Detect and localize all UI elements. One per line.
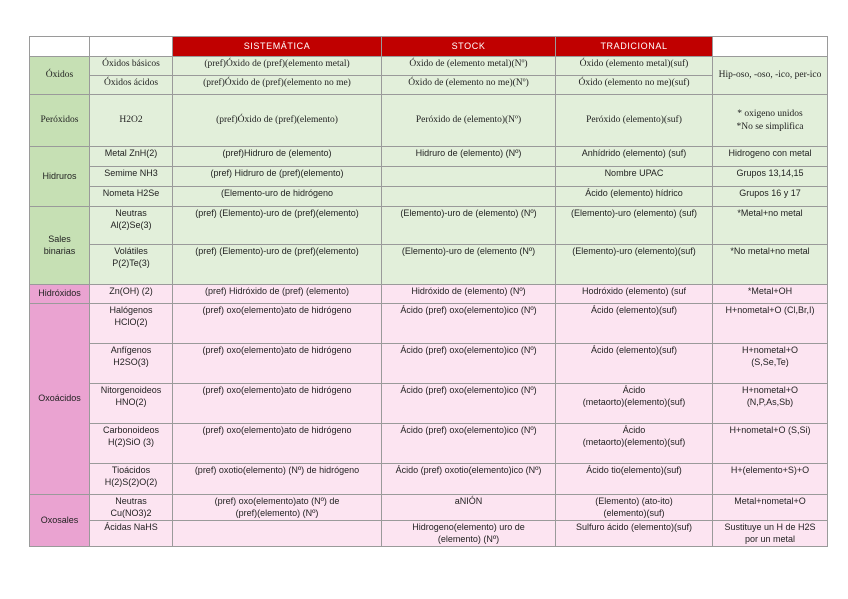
note-line: Sustituye un H de H2S: [724, 522, 816, 533]
type-cell: Metal ZnH(2): [90, 147, 173, 167]
stock-cell: Ácido (pref) oxo(elemento)ico (Nº): [382, 304, 556, 344]
sistematica-cell: (pref)Óxido de (pref)(elemento no me): [173, 76, 382, 95]
type-line: Nitorgenoideos: [100, 385, 162, 395]
note-cell: [713, 521, 828, 547]
sistematica-cell: (Elemento-uro de hidrógeno: [173, 187, 382, 207]
tradicional-line: (elemento)(suf): [603, 507, 665, 518]
type-cell: [90, 384, 173, 424]
category-peroxidos: Peróxidos: [30, 95, 90, 147]
table-row: [30, 147, 828, 167]
table-row: [30, 304, 828, 344]
type-cell: [90, 424, 173, 464]
note-cell: Grupos 13,14,15: [713, 167, 828, 187]
stock-line: Hidrogeno(elemento) uro de: [412, 522, 525, 533]
tradicional-cell: Óxido (elemento metal)(suf): [556, 57, 713, 76]
sistematica-cell: (pref) (Elemento)-uro de (pref)(elemento): [173, 245, 382, 285]
table-row: [30, 424, 828, 464]
sistematica-line: (pref)(elemento) (Nº): [235, 507, 319, 518]
table-row: [30, 495, 828, 521]
stock-cell: (Elemento)-uro de (elemento) (Nº): [382, 207, 556, 245]
tradicional-cell: Sulfuro ácido (elemento)(suf): [556, 521, 713, 547]
type-line: HClO(2): [114, 316, 148, 327]
tradicional-cell: [556, 495, 713, 521]
sistematica-cell: (pref)Hidruro de (elemento): [173, 147, 382, 167]
header-tradicional: TRADICIONAL: [556, 37, 713, 57]
stock-cell: (Elemento)-uro de (elemento (Nº): [382, 245, 556, 285]
header-empty: [90, 37, 173, 57]
note-cell: [713, 384, 828, 424]
tradicional-cell: Peróxido (elemento)(suf): [556, 95, 713, 147]
tradicional-cell: (Elemento)-uro (elemento) (suf): [556, 207, 713, 245]
tradicional-cell: Nombre UPAC: [556, 167, 713, 187]
type-cell: H2O2: [90, 95, 173, 147]
type-cell: [90, 245, 173, 285]
note-cell: H+nometal+O (Cl,Br,I): [713, 304, 828, 344]
type-cell: Óxidos ácidos: [90, 76, 173, 95]
tradicional-cell: Anhídrido (elemento) (suf): [556, 147, 713, 167]
note-cell: *No metal+no metal: [713, 245, 828, 285]
stock-cell: aNIÓN: [382, 495, 556, 521]
type-line: Anfígenos: [110, 345, 152, 355]
sistematica-cell: (pref) oxotio(elemento) (Nº) de hidrógeno: [173, 464, 382, 495]
table-row: [30, 521, 828, 547]
tradicional-cell: Ácido (elemento)(suf): [556, 344, 713, 384]
stock-cell: Ácido (pref) oxo(elemento)ico (Nº): [382, 344, 556, 384]
stock-cell: Ácido (pref) oxo(elemento)ico (Nº): [382, 424, 556, 464]
type-line: Neutras: [115, 496, 147, 506]
note-line: * oxigeno unidos: [737, 109, 803, 120]
table-row: [30, 76, 828, 95]
tradicional-cell: Ácido (elemento)(suf): [556, 304, 713, 344]
header-empty: [30, 37, 90, 57]
stock-cell: Hidruro de (elemento) (Nº): [382, 147, 556, 167]
tradicional-line: (metaorto)(elemento)(suf): [582, 436, 686, 447]
type-cell: [90, 304, 173, 344]
stock-cell: Óxido de (elemento metal)(Nº): [382, 57, 556, 76]
tradicional-cell: Ácido tio(elemento)(suf): [556, 464, 713, 495]
tradicional-line: (metaorto)(elemento)(suf): [582, 396, 686, 407]
sistematica-cell: (pref) Hidruro de (pref)(elemento): [173, 167, 382, 187]
table-row: [30, 95, 828, 147]
stock-cell: Peróxido de (elemento)(Nº): [382, 95, 556, 147]
header-empty: [713, 37, 828, 57]
note-cell: Metal+nometal+O: [713, 495, 828, 521]
type-line: Carbonoideos: [102, 425, 160, 435]
category-sales-binarias: [30, 207, 90, 285]
note-line: *No se simplifica: [736, 121, 804, 132]
category-line: Sales: [48, 233, 71, 244]
type-line: Al(2)Se(3): [110, 219, 152, 230]
tradicional-line: Ácido: [622, 425, 646, 435]
category-hidruros: Hidruros: [30, 147, 90, 207]
category-oxoacidos: Oxoácidos: [30, 304, 90, 495]
type-line: Tioácidos: [111, 465, 151, 475]
header-sistematica: SISTEMÁTICA: [173, 37, 382, 57]
stock-cell: Ácido (pref) oxo(elemento)ico (Nº): [382, 384, 556, 424]
note-cell: *Metal+OH: [713, 285, 828, 304]
tradicional-cell: [556, 424, 713, 464]
table-row: [30, 285, 828, 304]
category-oxosales: Oxosales: [30, 495, 90, 547]
note-line: H+nometal+O: [741, 345, 799, 355]
stock-cell: [382, 167, 556, 187]
type-line: H(2)S(2)O(2): [104, 476, 158, 487]
table-row: [30, 464, 828, 495]
table-row: [30, 384, 828, 424]
nomenclature-table: [29, 36, 828, 547]
sistematica-cell: [173, 495, 382, 521]
type-line: Neutras: [115, 208, 147, 218]
stock-cell: Óxido de (elemento no me)(Nº): [382, 76, 556, 95]
category-oxidos: Óxidos: [30, 57, 90, 95]
type-line: H2SO(3): [113, 356, 149, 367]
tradicional-cell: Ácido (elemento) hídrico: [556, 187, 713, 207]
note-cell: [713, 344, 828, 384]
table-row: [30, 344, 828, 384]
type-line: P(2)Te(3): [112, 257, 150, 268]
tradicional-cell: [556, 384, 713, 424]
sistematica-cell: (pref) oxo(elemento)ato de hidrógeno: [173, 424, 382, 464]
category-line: binarias: [43, 245, 76, 256]
note-cell: Grupos 16 y 17: [713, 187, 828, 207]
tradicional-line: Ácido: [622, 385, 646, 395]
sistematica-cell: (pref) Hidróxido de (pref) (elemento): [173, 285, 382, 304]
tradicional-cell: Hodróxido (elemento) (suf: [556, 285, 713, 304]
sistematica-cell: (pref) oxo(elemento)ato de hidrógeno: [173, 384, 382, 424]
note-line: por un metal: [744, 533, 796, 544]
sistematica-cell: (pref) oxo(elemento)ato de hidrógeno: [173, 344, 382, 384]
type-line: HNO(2): [115, 396, 147, 407]
type-cell: Zn(OH) (2): [90, 285, 173, 304]
type-cell: Ácidas NaHS: [90, 521, 173, 547]
note-line: (S,Se,Te): [751, 356, 789, 367]
sistematica-cell: (pref) (Elemento)-uro de (pref)(elemento): [173, 207, 382, 245]
stock-cell: Ácido (pref) oxotio(elemento)ico (Nº): [382, 464, 556, 495]
category-hidroxidos: Hidróxidos: [30, 285, 90, 304]
note-line: H+nometal+O: [741, 385, 799, 395]
type-cell: [90, 207, 173, 245]
sistematica-cell: [173, 521, 382, 547]
note-cell: Hip-oso, -oso, -ico, per-ico: [713, 57, 828, 95]
header-stock: STOCK: [382, 37, 556, 57]
note-cell: *Metal+no metal: [713, 207, 828, 245]
table-row: [30, 187, 828, 207]
type-cell: Semime NH3: [90, 167, 173, 187]
type-cell: [90, 464, 173, 495]
table-row: [30, 57, 828, 76]
sistematica-cell: (pref)Óxido de (pref)(elemento): [173, 95, 382, 147]
type-line: Halógenos: [109, 305, 153, 315]
stock-cell: [382, 187, 556, 207]
type-cell: Óxidos básicos: [90, 57, 173, 76]
note-line: (N,P,As,Sb): [746, 396, 794, 407]
stock-line: (elemento) (Nº): [437, 533, 500, 544]
type-line: H(2)SiO (3): [107, 436, 154, 447]
header-row: [30, 37, 828, 57]
note-cell: H+(elemento+S)+O: [713, 464, 828, 495]
table-row: [30, 167, 828, 187]
note-cell: [713, 95, 828, 147]
tradicional-cell: Óxido (elemento no me)(suf): [556, 76, 713, 95]
table-row: [30, 207, 828, 245]
note-cell: H+nometal+O (S,Si): [713, 424, 828, 464]
sistematica-cell: (pref)Óxido de (pref)(elemento metal): [173, 57, 382, 76]
type-line: Volátiles: [114, 246, 148, 256]
type-cell: [90, 344, 173, 384]
sistematica-line: (pref) oxo(elemento)ato (Nº) de: [214, 496, 340, 506]
stock-cell: [382, 521, 556, 547]
sistematica-cell: (pref) oxo(elemento)ato de hidrógeno: [173, 304, 382, 344]
note-cell: Hidrogeno con metal: [713, 147, 828, 167]
type-cell: [90, 495, 173, 521]
table-row: [30, 245, 828, 285]
tradicional-line: (Elemento) (ato-ito): [595, 496, 673, 506]
stock-cell: Hidróxido de (elemento) (Nº): [382, 285, 556, 304]
tradicional-cell: (Elemento)-uro (elemento)(suf): [556, 245, 713, 285]
type-line: Cu(NO3)2: [110, 507, 152, 518]
type-cell: Nometa H2Se: [90, 187, 173, 207]
